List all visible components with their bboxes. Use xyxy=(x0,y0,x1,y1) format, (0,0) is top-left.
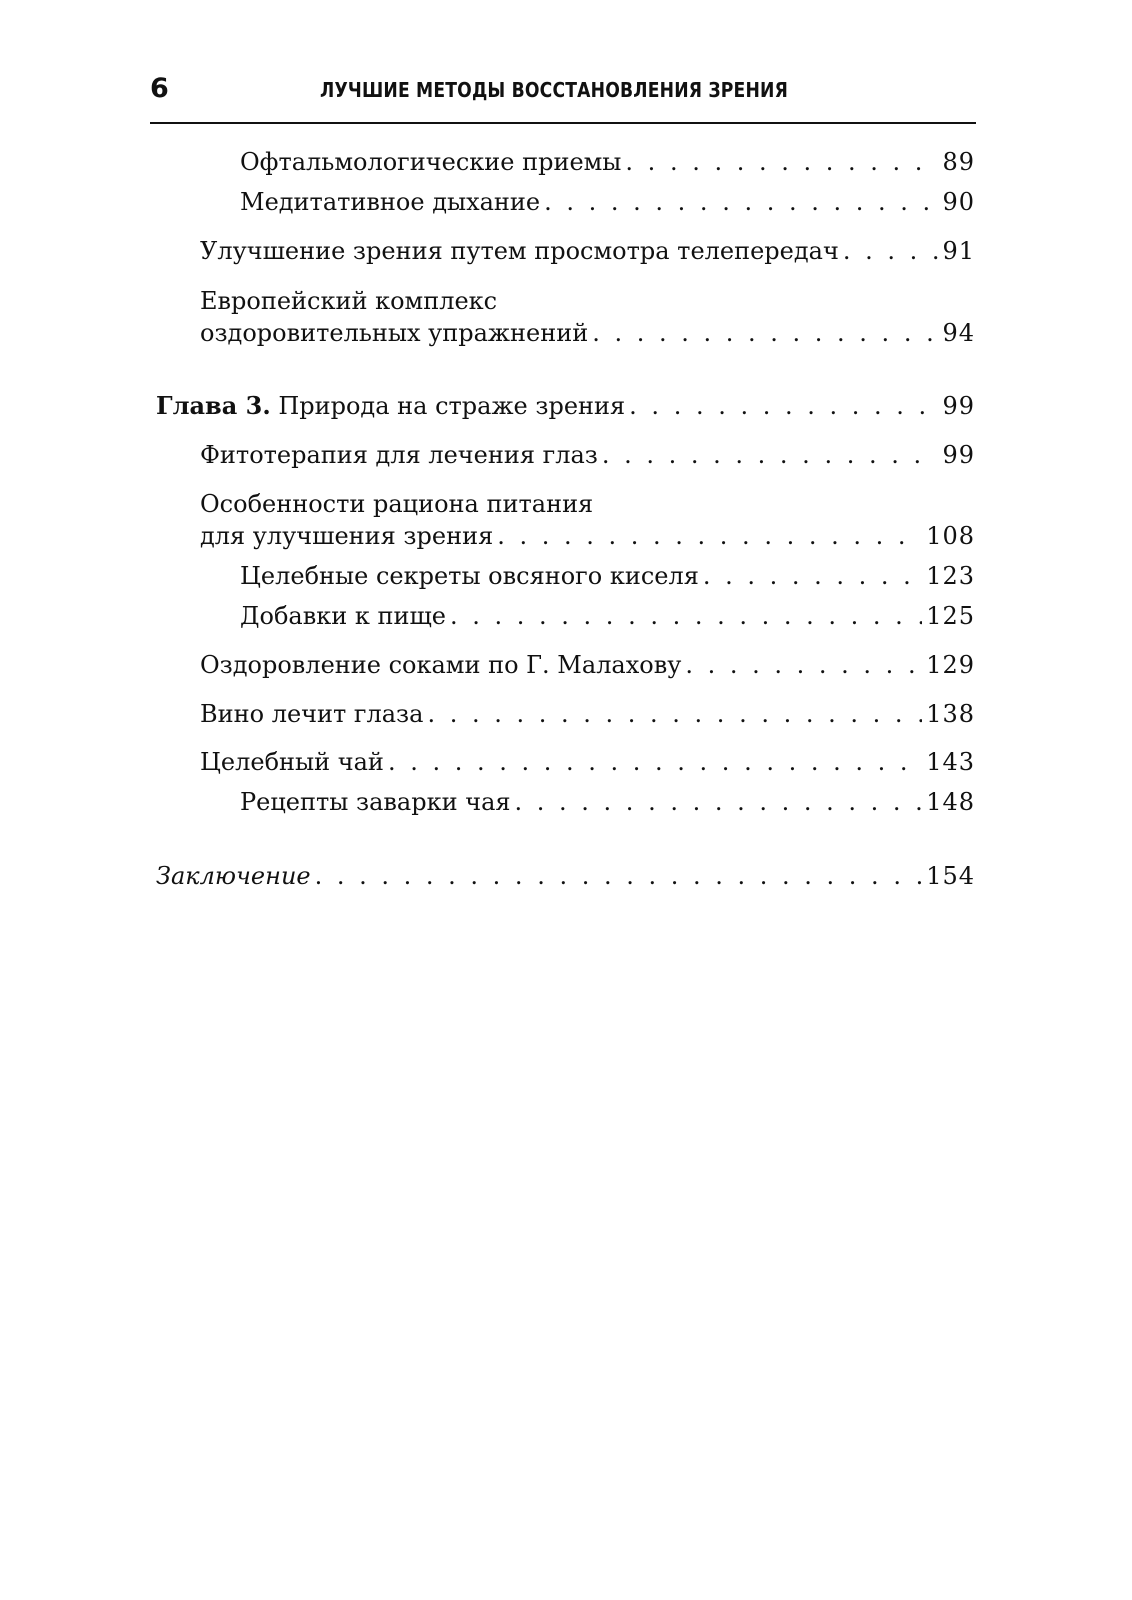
toc-entry-meditative-breathing xyxy=(240,186,975,218)
dot-leader xyxy=(602,439,939,471)
toc-entry-page: 108 xyxy=(926,522,975,550)
toc-entry-chapter-3 xyxy=(156,390,975,422)
toc-entry-title: Медитативное дыхание xyxy=(240,188,541,216)
toc-entry-page: 154 xyxy=(926,862,975,890)
toc-entry-title: Целебные секреты овсяного киселя xyxy=(240,562,699,590)
toc-entry-page: 123 xyxy=(926,562,975,590)
toc-entry-healing-tea xyxy=(200,746,975,778)
toc-entry-european-complex xyxy=(200,285,975,349)
toc-entry-title: Офтальмологические приемы xyxy=(240,148,622,176)
page-number: 6 xyxy=(150,73,169,104)
toc-entry-title: Оздоровление соками по Г. Малахову xyxy=(200,651,682,679)
dot-leader xyxy=(427,698,922,730)
toc-entry-page: 91 xyxy=(942,237,975,265)
dot-leader xyxy=(629,390,938,422)
toc-entry-page: 99 xyxy=(942,441,975,469)
toc-entry-title-line-2: для улучшения зрения xyxy=(200,522,494,550)
toc-entry-tea-recipes xyxy=(240,786,975,818)
dot-leader xyxy=(843,235,939,267)
toc-entry-page: 125 xyxy=(926,602,975,630)
toc-entry-page: 148 xyxy=(926,788,975,816)
toc-entry-phytotherapy xyxy=(200,439,975,471)
toc-entry-page: 129 xyxy=(926,651,975,679)
toc-entry-page: 89 xyxy=(942,148,975,176)
dot-leader xyxy=(592,317,938,349)
dot-leader xyxy=(497,520,922,552)
toc-entry-title: Рецепты заварки чая xyxy=(240,788,511,816)
toc-entry-oat-kissel xyxy=(240,560,975,592)
toc-entry-title-line-1: Особенности рациона питания xyxy=(200,490,594,518)
toc-entry-page: 143 xyxy=(926,748,975,776)
toc-entry-page: 99 xyxy=(942,392,975,420)
dot-leader xyxy=(625,146,938,178)
toc-entry-title: Целебный чай xyxy=(200,748,384,776)
dot-leader xyxy=(450,600,922,632)
toc-entry-conclusion xyxy=(156,860,975,892)
toc-entry-juices xyxy=(200,649,975,681)
toc-entry-diet-features xyxy=(200,488,975,552)
toc-entry-page: 138 xyxy=(926,700,975,728)
toc-entry-title-line-2: оздоровительных упражнений xyxy=(200,319,589,347)
dot-leader xyxy=(685,649,922,681)
toc-entry-page: 90 xyxy=(942,188,975,216)
dot-leader xyxy=(544,186,938,218)
dot-leader xyxy=(703,560,922,592)
toc-entry-ophthalmic-techniques xyxy=(240,146,975,178)
toc-entry-tv-vision xyxy=(200,235,975,267)
toc-entry-title: Заключение xyxy=(156,862,311,890)
toc-entry-page: 94 xyxy=(942,319,975,347)
toc-entry-title: Улучшение зрения путем просмотра телепередач xyxy=(200,237,839,265)
chapter-label: Глава 3. xyxy=(156,391,271,420)
toc-entry-food-additives xyxy=(240,600,975,632)
toc-entry-title: Природа на страже зрения xyxy=(278,392,626,420)
dot-leader xyxy=(515,786,923,818)
dot-leader xyxy=(388,746,922,778)
running-title: ЛУЧШИЕ МЕТОДЫ ВОССТАНОВЛЕНИЯ ЗРЕНИЯ xyxy=(320,78,789,102)
toc-entry-title: Добавки к пище xyxy=(240,602,446,630)
toc-entry-title-line-1: Европейский комплекс xyxy=(200,287,498,315)
toc-entry-wine xyxy=(200,698,975,730)
toc-entry-title: Вино лечит глаза xyxy=(200,700,424,728)
dot-leader xyxy=(315,860,923,892)
toc-entry-title: Фитотерапия для лечения глаз xyxy=(200,441,598,469)
